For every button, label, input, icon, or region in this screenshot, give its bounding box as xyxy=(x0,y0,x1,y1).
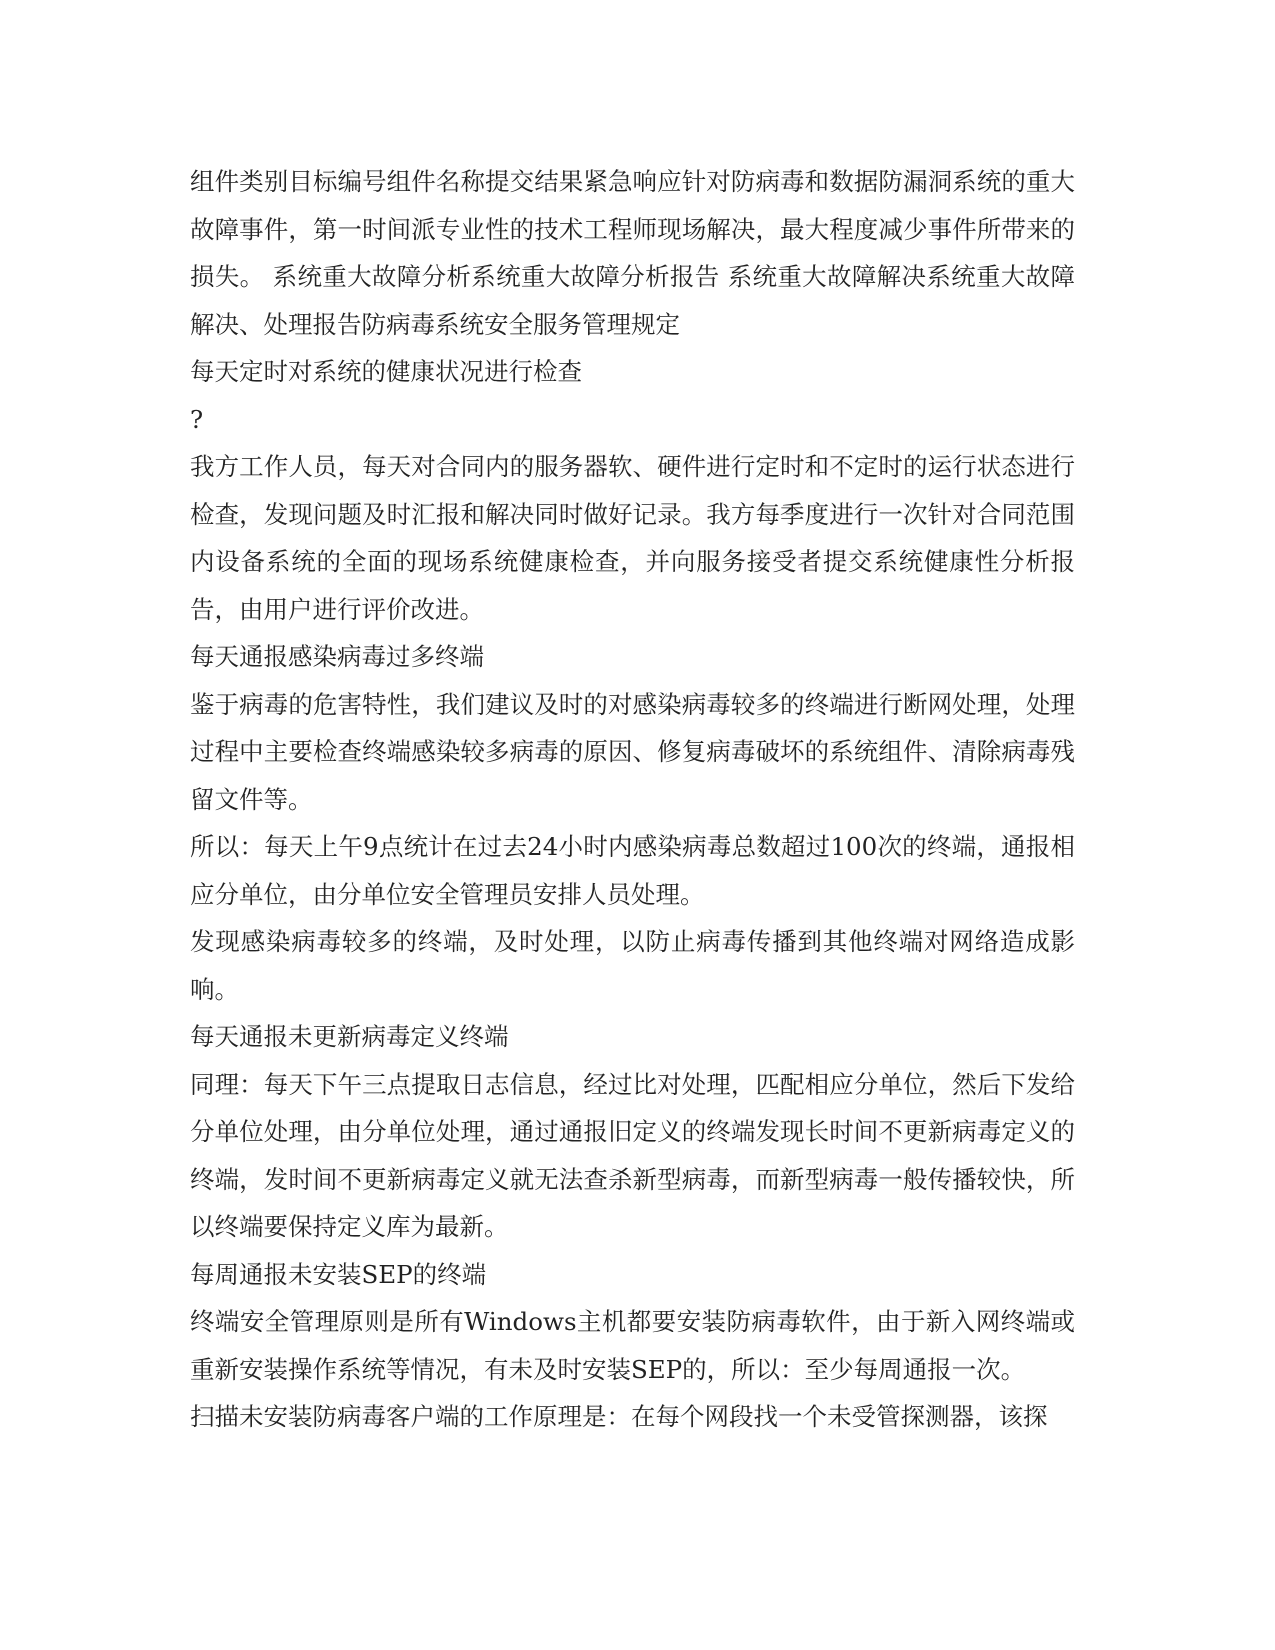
heading-daily-health-check: 每天定时对系统的健康状况进行检查 xyxy=(190,357,582,386)
paragraph-definition-updates: 同理：每天下午三点提取日志信息，经过比对处理，匹配相应分单位，然后下发给分单位处理，由分单位处理，通过通报旧定义的终端发现长时间不更新病毒定义的终端，发时间不更新病毒定义就无法查杀新型病毒，而新型病毒一般传播较快，所以终端要保持定义库为最新。 xyxy=(190,1069,1075,1241)
heading-infected-terminals: 每天通报感染病毒过多终端 xyxy=(190,642,484,671)
paragraph-health-check-detail: 我方工作人员，每天对合同内的服务器软、硬件进行定时和不定时的运行状态进行检查，发现问题及时汇报和解决同时做好记录。我方每季度进行一次针对合同范围内设备系统的全面的现场系统健康检查，并向服务接受者提交系统健康性分析报告，由用户进行评价改进。 xyxy=(190,452,1075,624)
paragraph-timely-handling: 发现感染病毒较多的终端，及时处理，以防止病毒传播到其他终端对网络造成影响。 xyxy=(190,927,1075,1004)
paragraph-emergency-response: 组件类别目标编号组件名称提交结果紧急响应针对防病毒和数据防漏洞系统的重大故障事件，第一时间派专业性的技术工程师现场解决，最大程度减少事件所带来的损失。 系统重大故障分析系统重大故障分析报告 系统重大故障解决系统重大故障解决、处理报告防病毒系统安全服务管理规定 xyxy=(190,167,1075,339)
paragraph-question-mark: ? xyxy=(190,404,204,434)
paragraph-infection-handling: 鉴于病毒的危害特性，我们建议及时的对感染病毒较多的终端进行断网处理，处理过程中主要检查终端感染较多病毒的原因、修复病毒破坏的系统组件、清除病毒残留文件等。 xyxy=(190,689,1075,814)
document-body xyxy=(190,158,1075,1441)
paragraph-scan-principle: 扫描未安装防病毒客户端的工作原理是：在每个网段找一个未受管探测器，该探 xyxy=(190,1402,1048,1431)
paragraph-daily-statistics: 所以：每天上午9点统计在过去24小时内感染病毒总数超过100次的终端，通报相应分单位，由分单位安全管理员安排人员处理。 xyxy=(190,832,1075,909)
heading-outdated-definitions: 每天通报未更新病毒定义终端 xyxy=(190,1022,509,1051)
paragraph-sep-policy: 终端安全管理原则是所有Windows主机都要安装防病毒软件，由于新入网终端或重新安装操作系统等情况，有未及时安装SEP的，所以：至少每周通报一次。 xyxy=(190,1307,1075,1384)
heading-missing-sep: 每周通报未安装SEP的终端 xyxy=(190,1259,487,1289)
